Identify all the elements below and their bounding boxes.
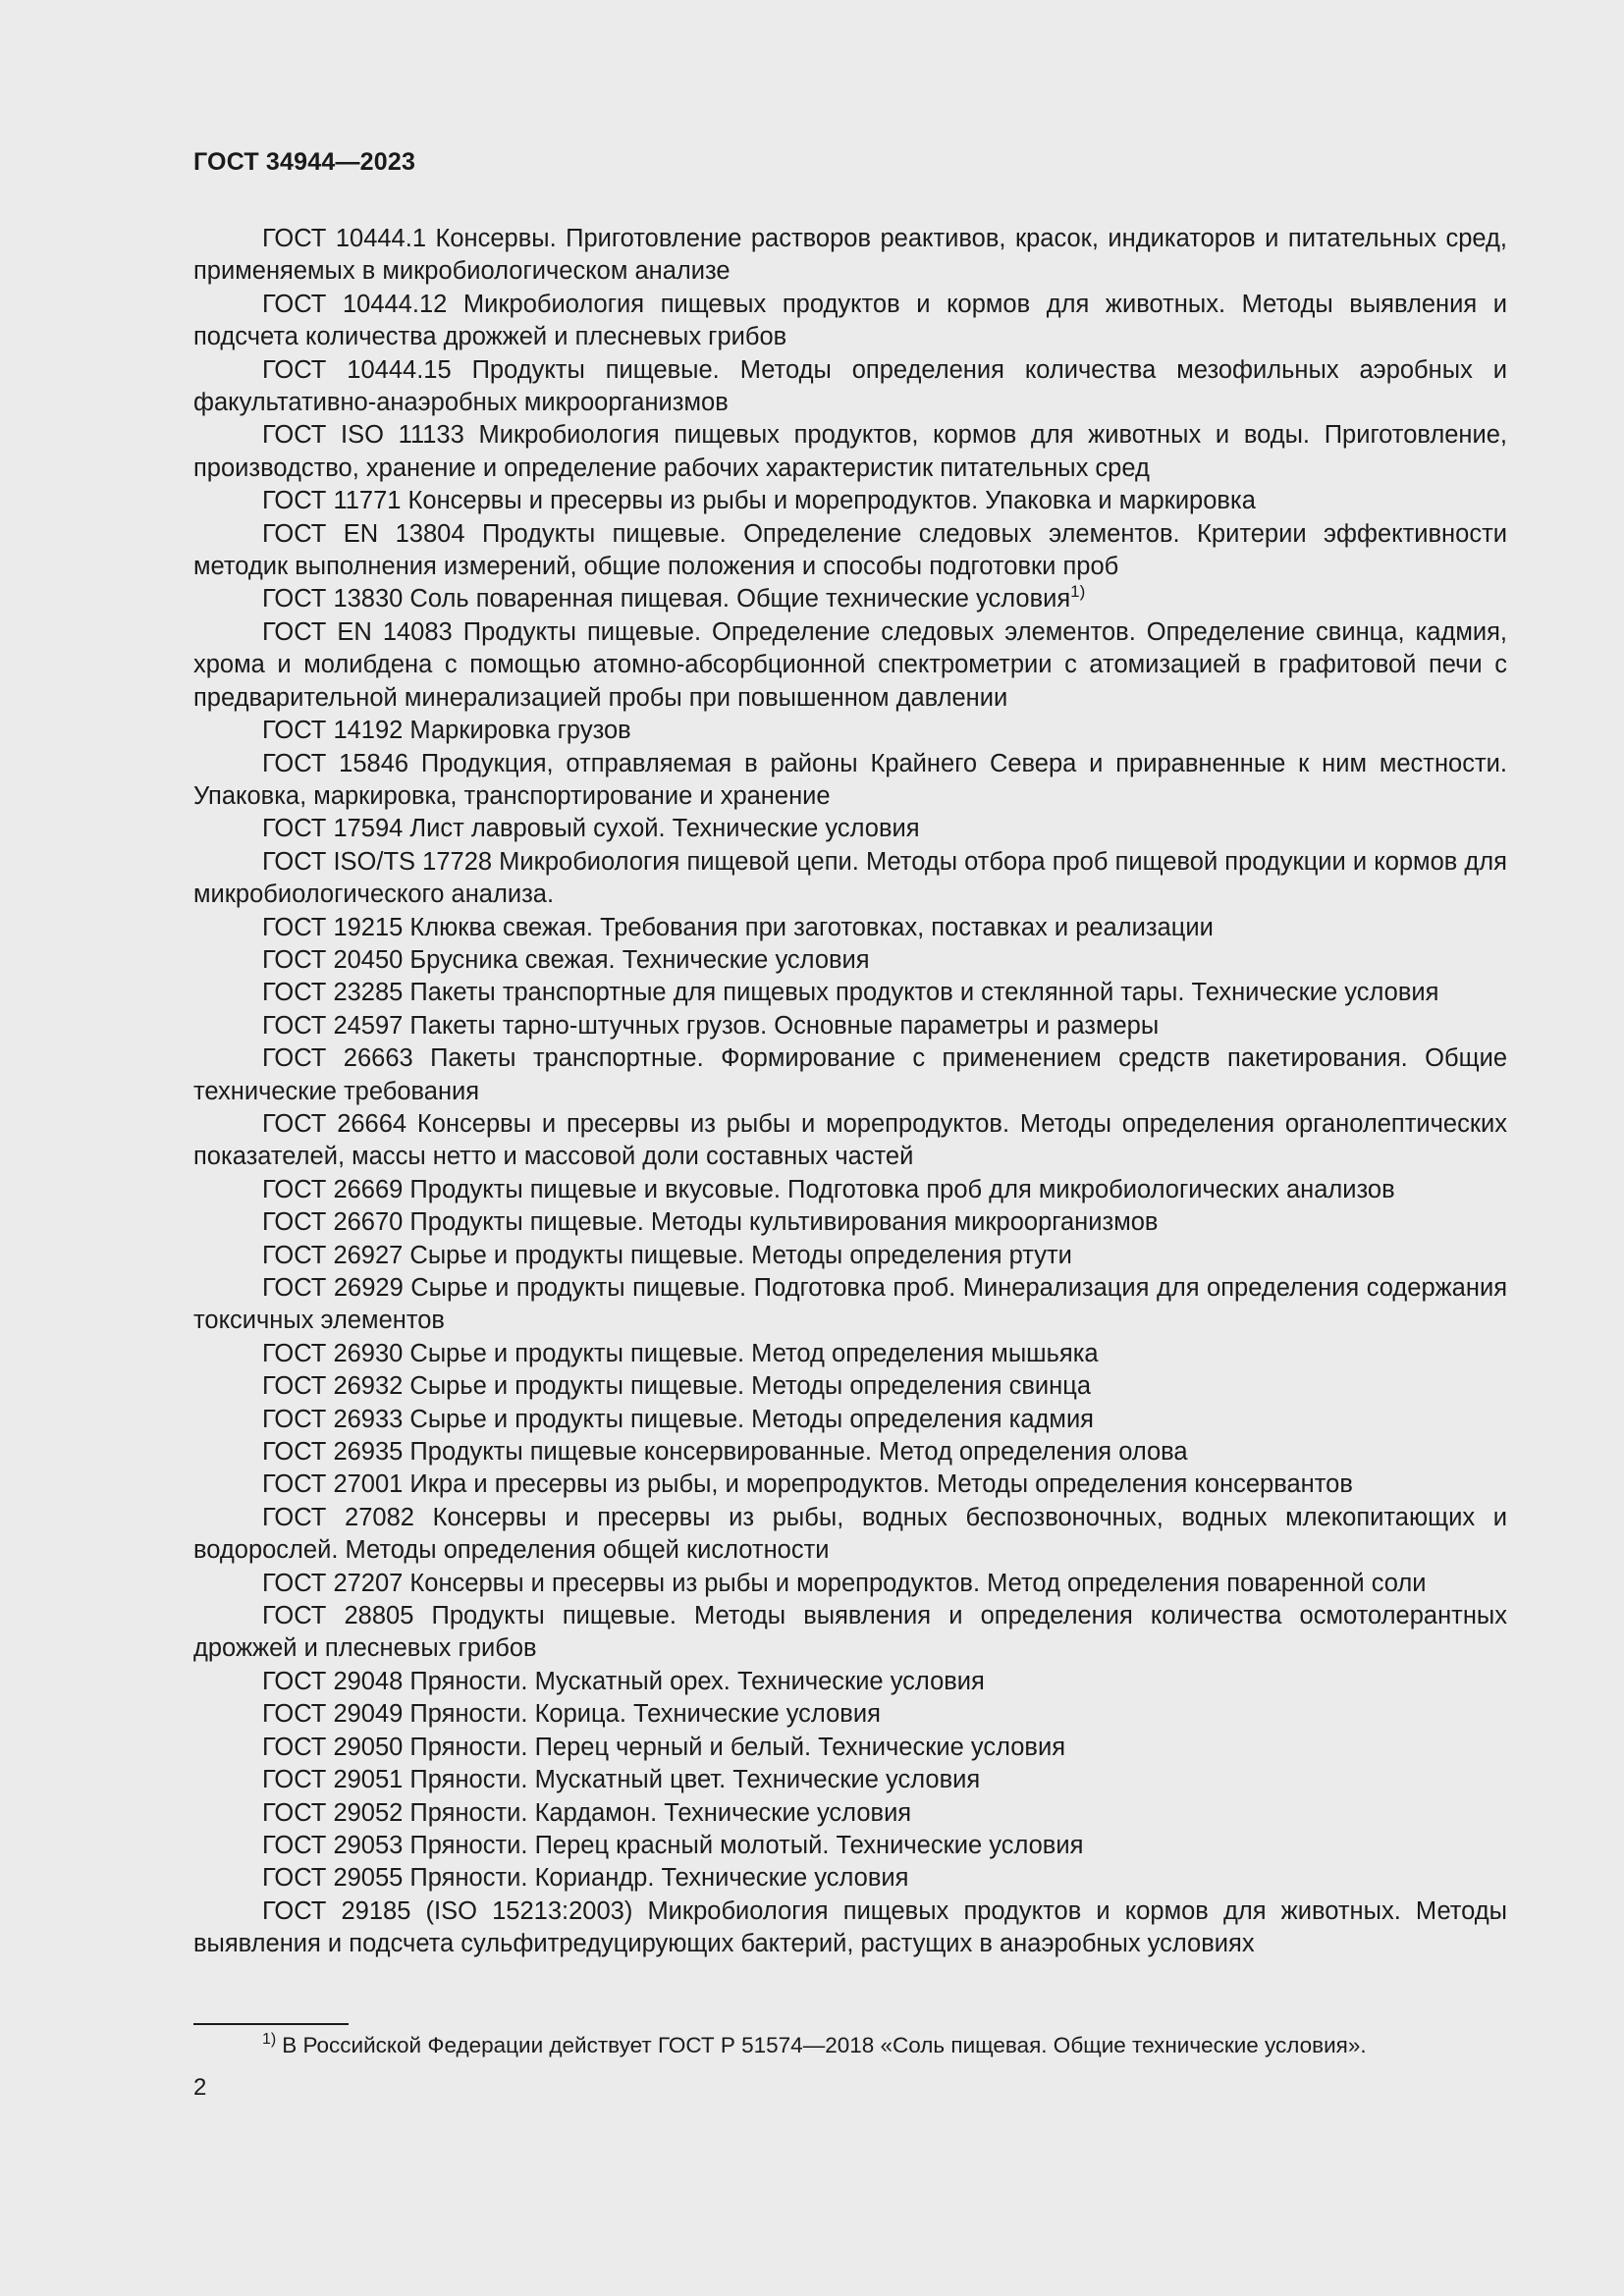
reference-item: ГОСТ 29053 Пряности. Перец красный молотый. Технические условия [262,1831,1084,1859]
reference-item: ГОСТ 27082 Консервы и пресервы из рыбы, водных беспозвоночных, водных млекопитающих и водорослей. Методы определения общей кислотности [193,1503,1507,1565]
reference-item: ГОСТ EN 13804 Продукты пищевые. Определение следовых элементов. Критерии эффективности методик выполнения измерений, общие положения и способы подготовки проб [193,519,1507,581]
footnote-number: 1) [262,2031,277,2048]
reference-item: ГОСТ 24597 Пакеты тарно-штучных грузов. Основные параметры и размеры [262,1011,1160,1040]
reference-item: ГОСТ 26930 Сырье и продукты пищевые. Метод определения мышьяка [262,1339,1099,1367]
footnote [262,2031,1367,2060]
reference-item: ГОСТ 10444.15 Продукты пищевые. Методы определения количества мезофильных аэробных и факультативно-анаэробных микроорганизмов [193,355,1507,417]
reference-item: ГОСТ 26670 Продукты пищевые. Методы культивирования микроорганизмов [262,1208,1159,1237]
reference-item: ГОСТ 26669 Продукты пищевые и вкусовые. Подготовка проб для микробиологических анализов [262,1175,1395,1203]
footnote-text: В Российской Федерации действует ГОСТ Р 51574—2018 «Соль пищевая. Общие технические условия». [282,2033,1367,2057]
reference-item: ГОСТ 29049 Пряности. Корица. Технические условия [262,1700,881,1729]
reference-item: ГОСТ 23285 Пакеты транспортные для пищевых продуктов и стеклянной тары. Технические условия [262,979,1439,1007]
reference-item: ГОСТ 29051 Пряности. Мускатный цвет. Технические условия [262,1766,981,1794]
reference-item: ГОСТ EN 14083 Продукты пищевые. Определение следовых элементов. Определение свинца, кадмия, хрома и молибдена с помощью атомно-абсорбционной спектрометрии с атомизацией в графитовой печи с предварительной минерализацией пробы при повышенном давлении [193,617,1507,712]
reference-item: ГОСТ 26927 Сырье и продукты пищевые. Методы определения ртути [262,1241,1072,1269]
reference-item: ГОСТ 26935 Продукты пищевые консервированные. Метод определения олова [262,1438,1188,1467]
reference-item: ГОСТ 26933 Сырье и продукты пищевые. Методы определения кадмия [262,1405,1094,1433]
reference-item: ГОСТ 20450 Брусника свежая. Технические условия [262,945,870,974]
reference-item: ГОСТ 10444.12 Микробиология пищевых продуктов и кормов для животных. Методы выявления и подсчета количества дрожжей и плесневых грибов [193,290,1507,351]
normative-references-list [193,223,1507,1961]
reference-item: ГОСТ 27207 Консервы и пресервы из рыбы и морепродуктов. Метод определения поваренной соли [262,1569,1427,1597]
reference-item: ГОСТ ISO/TS 17728 Микробиология пищевой цепи. Методы отбора проб пищевой продукции и кормов для микробиологического анализа. [193,847,1507,909]
reference-item: ГОСТ 29048 Пряности. Мускатный орех. Технические условия [262,1667,985,1695]
reference-item: ГОСТ 26929 Сырье и продукты пищевые. Подготовка проб. Минерализация для определения содержания токсичных элементов [193,1274,1507,1335]
reference-item [193,583,1507,615]
reference-text: ГОСТ 13830 Соль поваренная пищевая. Общие технические условия [262,585,1071,614]
reference-item: ГОСТ 15846 Продукция, отправляемая в районы Крайнего Севера и приравненные к ним местности. Упаковка, маркировка, транспортирование и хранение [193,749,1507,810]
footnote-marker: 1) [1070,582,1086,602]
reference-item: ГОСТ 28805 Продукты пищевые. Методы выявления и определения количества осмотолерантных дрожжей и плесневых грибов [193,1602,1507,1663]
reference-item: ГОСТ 17594 Лист лавровый сухой. Технические условия [262,815,920,843]
reference-item: ГОСТ 11771 Консервы и пресервы из рыбы и морепродуктов. Упаковка и маркировка [262,487,1256,515]
reference-item: ГОСТ ISO 11133 Микробиология пищевых продуктов, кормов для животных и воды. Приготовление, производство, хранение и определение рабочих характеристик питательных сред [193,421,1507,482]
reference-item: ГОСТ 29055 Пряности. Кориандр. Технические условия [262,1864,909,1893]
reference-item: ГОСТ 29050 Пряности. Перец черный и белый. Технические условия [262,1733,1066,1761]
reference-item: ГОСТ 26932 Сырье и продукты пищевые. Методы определения свинца [262,1372,1092,1401]
reference-item: ГОСТ 29052 Пряности. Кардамон. Технические условия [262,1798,912,1827]
reference-item: ГОСТ 29185 (ISO 15213:2003) Микробиология пищевых продуктов и кормов для животных. Методы выявления и подсчета сульфитредуцирующих бактерий, растущих в анаэробных условиях [193,1896,1507,1958]
page-number: 2 [193,2074,207,2101]
reference-item: ГОСТ 10444.1 Консервы. Приготовление растворов реактивов, красок, индикаторов и питательных сред, применяемых в микробиологическом анализе [193,225,1507,286]
reference-item: ГОСТ 27001 Икра и пресервы из рыбы, и морепродуктов. Методы определения консервантов [262,1470,1353,1499]
reference-item: ГОСТ 26663 Пакеты транспортные. Формирование с применением средств пакетирования. Общие технические требования [193,1044,1507,1105]
reference-item: ГОСТ 19215 Клюква свежая. Требования при заготовках, поставках и реализации [262,913,1214,941]
reference-item: ГОСТ 14192 Маркировка грузов [262,717,631,745]
document-header: ГОСТ 34944—2023 [193,148,416,176]
reference-item: ГОСТ 26664 Консервы и пресервы из рыбы и морепродуктов. Методы определения органолептических показателей, массы нетто и массовой доли составных частей [193,1109,1507,1171]
footnote-divider [193,2023,349,2025]
